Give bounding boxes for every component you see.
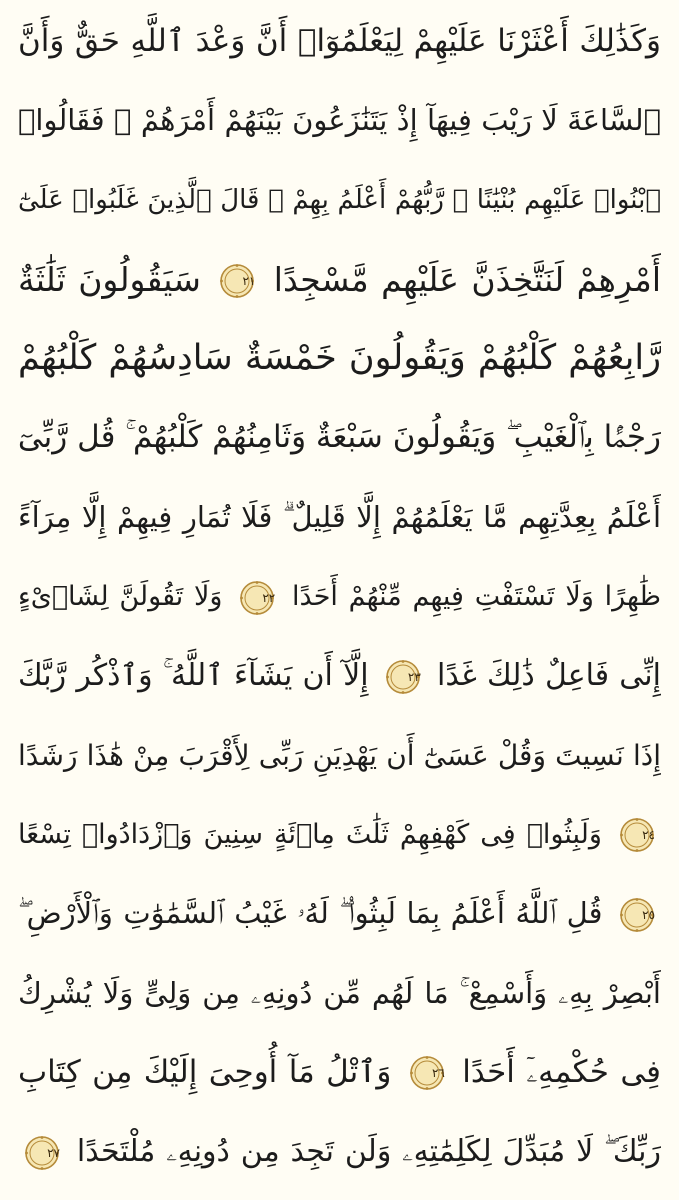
verse-line — [18, 1033, 661, 1112]
verse-line — [18, 557, 661, 636]
verse-segment: إِنِّى فَاعِلٌ ذَٰلِكَ غَدًا — [437, 658, 661, 694]
verse-line: رَجْمًۢا بِٱلْغَيْبِ ۖ وَيَقُولُونَ سَبْعَةٌ وَثَامِنُهُمْ كَلْبُهُمْ ۚ قُل رَّبِّىٓ — [18, 419, 661, 456]
ayah-number: ٢٧ — [47, 1145, 60, 1160]
verse-segment: فِى حُكْمِهِۦٓ أَحَدًا — [462, 1053, 661, 1090]
ayah-number: ٢٥ — [642, 908, 656, 923]
ayah-end-marker[interactable] — [24, 1135, 60, 1171]
verse-line — [18, 1112, 661, 1191]
verse-line: رَّابِعُهُمْ كَلْبُهُمْ وَيَقُولُونَ خَمْسَةٌ سَادِسُهُمْ كَلْبُهُمْ — [18, 338, 661, 379]
verse-line — [18, 795, 661, 874]
verse-segment: إِلَّآ أَن يَشَآءَ ٱللَّهُ ۚ وَٱذْكُر رَّبَّكَ — [18, 658, 369, 694]
verse-segment: سَيَقُولُونَ ثَلَٰثَةٌ — [18, 259, 201, 299]
ayah-number: ٢٣ — [407, 669, 421, 684]
verse-line — [18, 240, 661, 319]
verse-segment: أَمْرِهِمْ لَنَتَّخِذَنَّ عَلَيْهِم مَّسْجِدًا — [273, 259, 661, 299]
verse-line — [18, 636, 661, 715]
ayah-number: ٢١ — [242, 274, 256, 289]
verse-lines — [18, 2, 661, 1191]
verse-segment: ظَٰهِرًا وَلَا تَسْتَفْتِ فِيهِم مِّنْهُمْ أَحَدًا — [292, 581, 661, 613]
ayah-number: ٢٤ — [642, 828, 655, 843]
verse-line: ٱبْنُوا۟ عَلَيْهِم بُنْيَٰنًا ۖ رَّبُّهُمْ أَعْلَمُ بِهِمْ ۚ قَالَ ٱلَّذِينَ غَلَبُوا۟ عَلَىٰٓ — [18, 184, 661, 215]
verse-line — [18, 874, 661, 953]
verse-segment: رَبِّكَ ۖ لَا مُبَدِّلَ لِكَلِمَٰتِهِۦ وَلَن تَجِدَ مِن دُونِهِۦ مُلْتَحَدًا — [76, 1134, 661, 1170]
ayah-end-marker[interactable] — [239, 580, 275, 616]
ayah-end-marker[interactable] — [219, 263, 255, 299]
ayah-number: ٢٦ — [431, 1066, 445, 1081]
verse-segment: قُلِ ٱللَّهُ أَعْلَمُ بِمَا لَبِثُوا۟ ۖ لَهُۥ غَيْبُ ٱلسَّمَٰوَٰتِ وَٱلْأَرْضِ ۖ — [18, 896, 603, 931]
ayah-end-marker[interactable] — [385, 659, 421, 695]
verse-segment: وَٱتْلُ مَآ أُوحِىَ إِلَيْكَ مِن كِتَابِ — [18, 1053, 392, 1090]
verse-line: ٱلسَّاعَةَ لَا رَيْبَ فِيهَآ إِذْ يَتَنَٰزَعُونَ بَيْنَهُمْ أَمْرَهُمْ ۖ فَقَالُوا۟ — [18, 103, 661, 138]
ayah-end-marker[interactable] — [409, 1055, 445, 1091]
ayah-end-marker[interactable] — [619, 817, 655, 853]
verse-line: أَبْصِرْ بِهِۦ وَأَسْمِعْ ۚ مَا لَهُم مِّن دُونِهِۦ مِن وَلِىٍّ وَلَا يُشْرِكُ — [18, 975, 661, 1010]
verse-segment: وَلَبِثُوا۟ فِى كَهْفِهِمْ ثَلَٰثَ مِا۟ئَةٍ سِنِينَ وَٱزْدَادُوا۟ تِسْعًا — [18, 818, 602, 850]
verse-line: أَعْلَمُ بِعِدَّتِهِم مَّا يَعْلَمُهُمْ إِلَّا قَلِيلٌ ۗ فَلَا تُمَارِ فِيهِمْ إِلَّا مِرَآءً — [18, 499, 661, 534]
ayah-end-marker[interactable] — [619, 897, 655, 933]
verse-segment: وَلَا تَقُولَنَّ لِشَا۟ىْءٍ — [18, 581, 223, 613]
verse-line: وَكَذَٰلِكَ أَعْثَرْنَا عَلَيْهِمْ لِيَعْلَمُوٓا۟ أَنَّ وَعْدَ ٱللَّهِ حَقٌّ وَأَنَّ — [18, 23, 661, 59]
ayah-number: ٢٢ — [262, 590, 276, 605]
verse-line: إِذَا نَسِيتَ وَقُلْ عَسَىٰٓ أَن يَهْدِيَنِ رَبِّى لِأَقْرَبَ مِنْ هَٰذَا رَشَدًا — [18, 738, 661, 772]
